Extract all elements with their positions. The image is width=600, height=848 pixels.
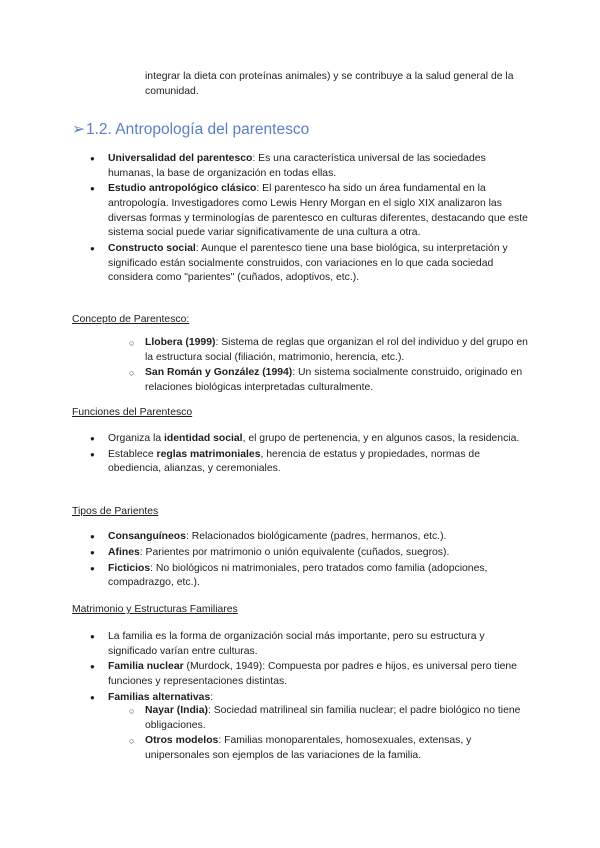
list-item: ● Familias alternativas: [108, 691, 528, 706]
list-item: ● Estudio antropológico clásico: El parentesco ha sido un área fundamental en la antropología. Investigadores como Lewis Henry Morgan en el siglo XIX analizaron las diversas formas y terminologías de parentesco en culturas diferentes, destacando que este sistema social puede variar significativamente de una cultura a otra. [108, 182, 528, 240]
subheading-tipos: Tipos de Parientes [72, 506, 159, 517]
subheading-matrimonio: Matrimonio y Estructuras Familiares [72, 604, 238, 615]
list-item: ● Establece reglas matrimoniales, herencia de estatus y propiedades, normas de obediencia, alianzas, y ceremoniales. [108, 448, 528, 477]
list-item: ● La familia es la forma de organización social más importante, pero su estructura y significado varían entre culturas. [108, 630, 528, 659]
list-item: ● Constructo social: Aunque el parentesco tiene una base biológica, su interpretación y significado están socialmente construidos, con variaciones en lo que cada sociedad considera como "parientes" (cuñados, adoptivos, etc.). [108, 242, 528, 286]
list-item: ○ Nayar (India): Sociedad matrilineal sin familia nuclear; el padre biológico no tiene obligaciones. [145, 704, 528, 733]
kinship-overview-list [108, 152, 528, 287]
intro-paragraph: integrar la dieta con proteínas animales) y se contribuye a la salud general de la comunidad. [145, 71, 514, 97]
list-item: ● Familia nuclear (Murdock, 1949): Compuesta por padres e hijos, es universal pero tiene funciones y representaciones distintas. [108, 660, 528, 689]
matrimonio-list [108, 630, 528, 707]
list-item: ○ Otros modelos: Familias monoparentales, homosexuales, extensas, y unipersonales son ejemplos de las variaciones de la familia. [145, 734, 528, 763]
list-item: ○ Llobera (1999): Sistema de reglas que organizan el rol del individuo y del grupo en la estructura social (filiación, matrimonio, herencia, etc.). [145, 336, 528, 365]
list-item: ● Afines: Parientes por matrimonio o unión equivalente (cuñados, suegros). [108, 546, 528, 561]
section-heading-text: 1.2. Antropología del parentesco [86, 121, 310, 138]
funciones-list [108, 432, 528, 478]
arrow-bullet-icon: ➢ [72, 121, 85, 138]
concepto-list [145, 336, 528, 397]
tipos-list [108, 530, 528, 592]
list-item: ● Universalidad del parentesco: Es una característica universal de las sociedades humanas, la base de organización en todas ellas. [108, 152, 528, 181]
list-item: ● Consanguíneos: Relacionados biológicamente (padres, hermanos, etc.). [108, 530, 528, 545]
alternative-families-list [145, 704, 528, 765]
section-heading [72, 120, 309, 139]
list-item: ● Organiza la identidad social, el grupo de pertenencia, y en algunos casos, la residencia. [108, 432, 528, 447]
list-item: ● Ficticios: No biológicos ni matrimoniales, pero tratados como familia (adopciones, compadrazgo, etc.). [108, 562, 528, 591]
subheading-concepto: Concepto de Parentesco: [72, 314, 190, 325]
list-item: ○ San Román y González (1994): Un sistema socialmente construido, originado en relaciones biológicas interpretadas culturalmente. [145, 366, 528, 395]
subheading-funciones: Funciones del Parentesco [72, 407, 193, 418]
